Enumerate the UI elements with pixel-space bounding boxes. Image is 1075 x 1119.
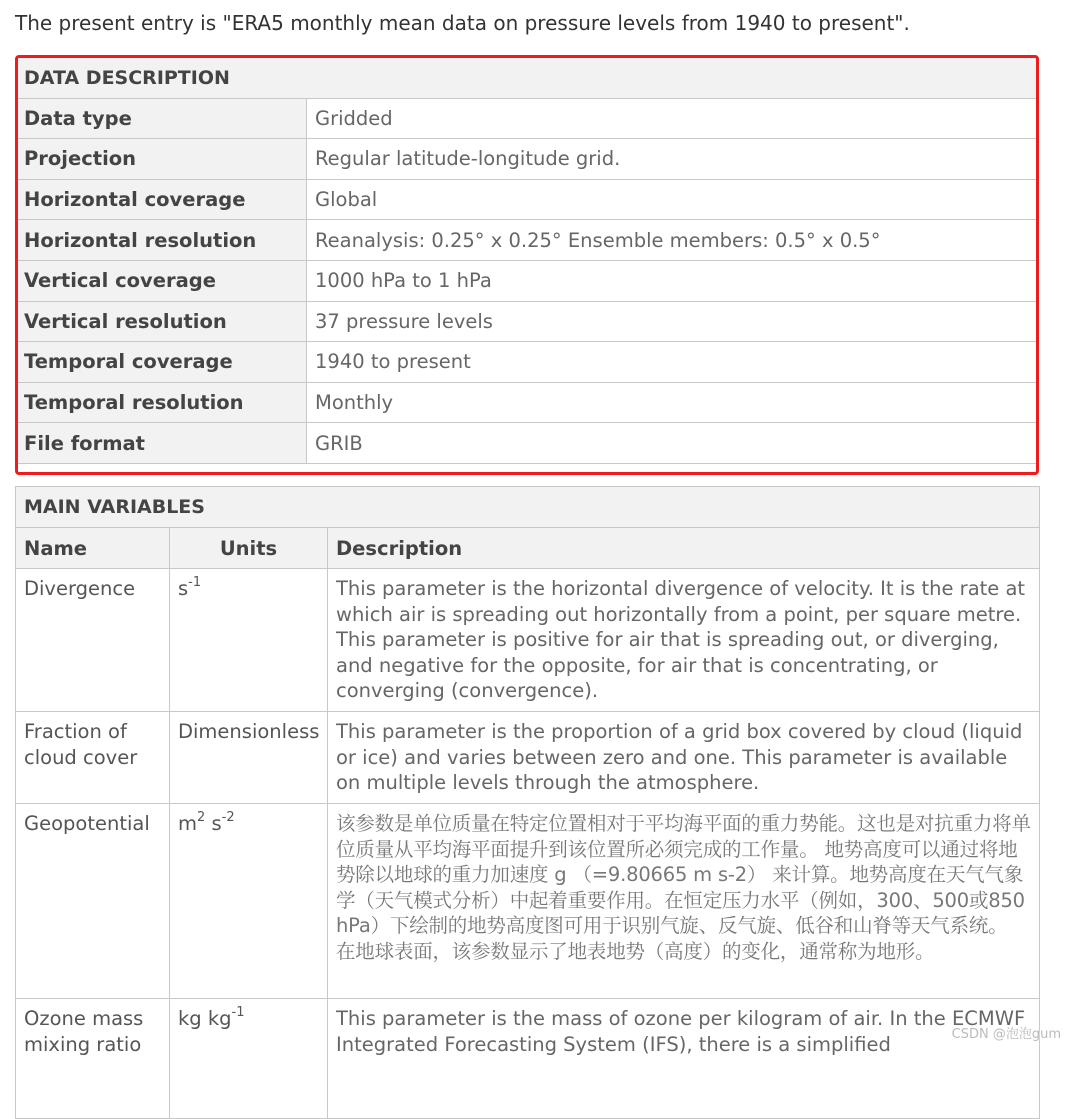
- data-description-header-row: [18, 58, 1039, 99]
- variable-description: 该参数是单位质量在特定位置相对于平均海平面的重力势能。这也是对抗重力将单位质量从平均海平面提升到该位置所必须完成的工作量。 地势高度可以通过将地势除以地球的重力加速度 g （=9.80665 m s-2） 来计算。地势高度在天气气象学（天气模式分析）中起着重要作用。在恒定压力水平（例如，300、500或850 hPa）下绘制的地势高度图可用于识别气旋、反气旋、低谷和山脊等天气系统。 在地球表面，该参数显示了地表地势（高度）的变化，通常称为地形。: [328, 804, 1040, 999]
- column-header-name: Name: [16, 528, 170, 569]
- variable-units: [170, 804, 328, 999]
- row-key: Projection: [18, 139, 307, 180]
- table-row: [18, 139, 1039, 180]
- variable-description: This parameter is the mass of ozone per kilogram of air. In the ECMWF Integrated Forecasting System (IFS), there is a simplified: [328, 999, 1040, 1119]
- row-value: GRIB: [307, 423, 1039, 464]
- row-key: Temporal coverage: [18, 342, 307, 383]
- unit-base: m: [178, 812, 197, 835]
- watermark: CSDN @泡泡gum: [951, 1027, 1061, 1042]
- table-row: [18, 220, 1039, 261]
- unit-base: s: [205, 812, 222, 835]
- data-description-table: [17, 57, 1039, 464]
- row-value: 1000 hPa to 1 hPa: [307, 260, 1039, 301]
- table-row: [18, 423, 1039, 464]
- row-key: File format: [18, 423, 307, 464]
- variable-name: Fraction of cloud cover: [16, 712, 170, 804]
- row-value: Global: [307, 179, 1039, 220]
- variable-name: Geopotential: [16, 804, 170, 999]
- table-row: [18, 342, 1039, 383]
- unit-exponent: -1: [188, 574, 202, 590]
- main-variables-heading: MAIN VARIABLES: [16, 487, 1040, 528]
- row-key: Data type: [18, 98, 307, 139]
- row-key: Temporal resolution: [18, 382, 307, 423]
- intro-text: The present entry is "ERA5 monthly mean data on pressure levels from 1940 to present".: [15, 11, 910, 35]
- table-row: [18, 98, 1039, 139]
- table-row: [18, 260, 1039, 301]
- row-value: Gridded: [307, 98, 1039, 139]
- row-key: Vertical resolution: [18, 301, 307, 342]
- variable-units: [170, 569, 328, 712]
- row-key: Horizontal resolution: [18, 220, 307, 261]
- unit-base: s: [178, 577, 189, 600]
- row-value: 1940 to present: [307, 342, 1039, 383]
- data-description-heading: DATA DESCRIPTION: [18, 58, 1039, 99]
- table-row: [16, 804, 1040, 999]
- table-row: [16, 712, 1040, 804]
- table-row: [16, 999, 1040, 1119]
- row-key: Horizontal coverage: [18, 179, 307, 220]
- variable-units: Dimensionless: [170, 712, 328, 804]
- row-value: Monthly: [307, 382, 1039, 423]
- unit-exponent: 2: [197, 809, 206, 825]
- variable-description: This parameter is the proportion of a grid box covered by cloud (liquid or ice) and varies between zero and one. This parameter is available on multiple levels through the atmosphere.: [328, 712, 1040, 804]
- table-row: [18, 301, 1039, 342]
- main-variables-header-row: [16, 487, 1040, 528]
- column-header-description: Description: [328, 528, 1040, 569]
- row-value: Regular latitude-longitude grid.: [307, 139, 1039, 180]
- table-row: [18, 382, 1039, 423]
- unit-exponent: -2: [221, 809, 235, 825]
- variable-units: [170, 999, 328, 1119]
- column-header-units: Units: [170, 528, 328, 569]
- row-value: Reanalysis: 0.25° x 0.25° Ensemble members: 0.5° x 0.5°: [307, 220, 1039, 261]
- variable-name: Divergence: [16, 569, 170, 712]
- table-row: [16, 569, 1040, 712]
- unit-base: kg kg: [178, 1007, 232, 1030]
- unit-exponent: -1: [231, 1004, 245, 1020]
- main-variables-table: [15, 486, 1040, 1119]
- variable-description: This parameter is the horizontal divergence of velocity. It is the rate at which air is spreading out horizontally from a point, per square metre. This parameter is positive for air that is spreading out, or diverging, and negative for the opposite, for air that is concentrating, or converging (convergence).: [328, 569, 1040, 712]
- row-key: Vertical coverage: [18, 260, 307, 301]
- variable-name: Ozone mass mixing ratio: [16, 999, 170, 1119]
- column-header-row: [16, 528, 1040, 569]
- row-value: 37 pressure levels: [307, 301, 1039, 342]
- table-row: [18, 179, 1039, 220]
